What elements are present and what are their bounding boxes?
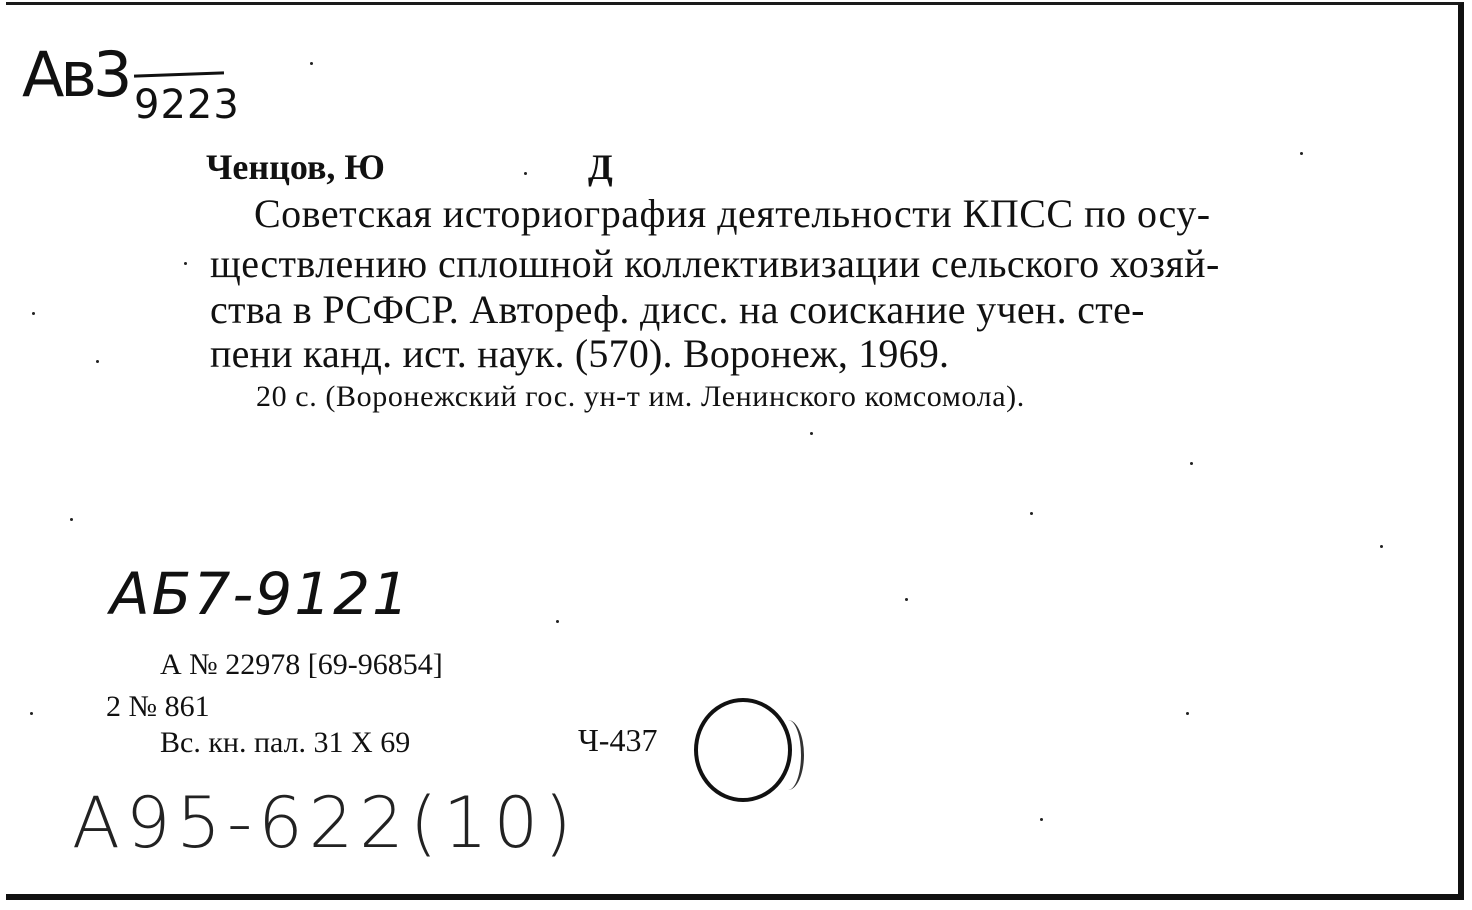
speck (32, 312, 35, 315)
speck (310, 62, 313, 65)
handwritten-shelfmark-number: 9223 (134, 82, 240, 128)
speck (1190, 462, 1193, 465)
speck (1380, 545, 1383, 548)
catalog-code: Ч-437 (578, 722, 658, 758)
author-name: Ченцов, Ю (206, 147, 385, 187)
title-line-1: Советская историография деятельности КПСС по осу- (254, 191, 1211, 236)
handwritten-shelfmark: Ав3 (22, 38, 129, 111)
stamp-arc (772, 720, 804, 790)
accession-line-3: Вс. кн. пал. 31 X 69 (160, 726, 411, 759)
handwritten-ab-code: АБ7-9121 (110, 560, 411, 628)
title-line-4: пени канд. ист. наук. (570). Воронеж, 1969. (210, 331, 950, 376)
speck (1186, 712, 1189, 715)
speck (810, 432, 813, 435)
speck (30, 712, 33, 715)
speck (1040, 818, 1043, 821)
speck (96, 360, 99, 363)
accession-line-2: 2 № 861 (106, 690, 210, 723)
accession-line-1: А № 22978 [69-96854] (160, 648, 443, 681)
speck (524, 172, 527, 175)
speck (184, 262, 187, 265)
title-line-2: ществлению сплошной коллективизации сельского хозяй- (210, 241, 1220, 286)
speck (1300, 152, 1303, 155)
handwritten-a95-code: А95-622(10) (72, 782, 578, 864)
pagination-note: 20 с. (Воронежский гос. ун-т им. Ленинского комсомола). (256, 380, 1025, 413)
author-initial: Д (588, 147, 613, 187)
speck (70, 518, 73, 521)
speck (556, 620, 559, 623)
speck (905, 598, 908, 601)
speck (1030, 512, 1033, 515)
title-line-3: ства в РСФСР. Автореф. дисс. на соискание учен. сте- (210, 287, 1145, 332)
